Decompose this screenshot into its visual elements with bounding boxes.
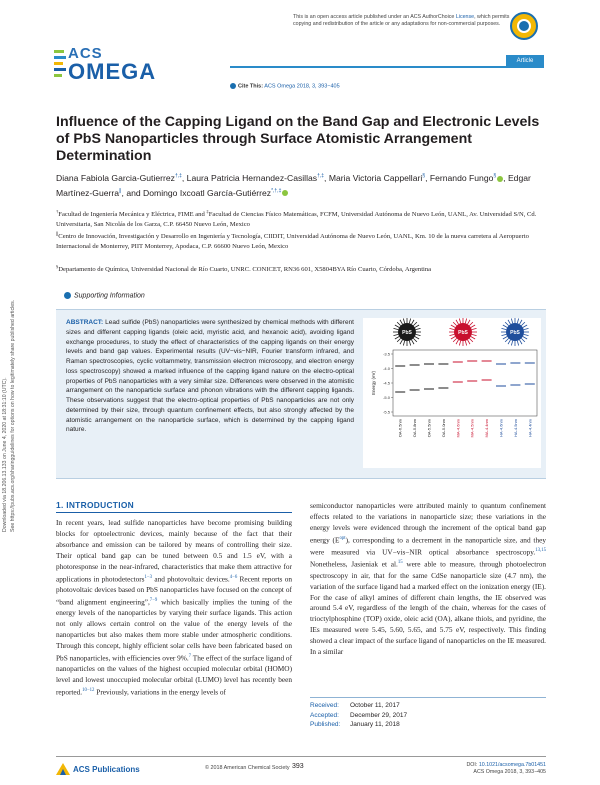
ligand-stroke [415, 337, 419, 340]
citation-ref[interactable]: 7 [188, 653, 192, 659]
citation-ref[interactable]: 4−6 [229, 574, 238, 580]
affiliation-1: †Facultad de Ingeniería Mecánica y Eléctrica, FIME and ‡Facultad de Ciencias Físico Matemáticas, FCFM, Universidad Autónoma de Nuevo León, UANL, Av. Universidad S/N, Cd. Universitaria, San Nicolás de los Garza, C.P. 66450 Nuevo León, Mexico [56, 209, 537, 228]
x-tick-label: HA-4.5nm [512, 419, 518, 438]
x-tick-label: OA-5.5nm [426, 419, 432, 438]
open-access-badge-icon [510, 12, 538, 40]
y-tick-label: -5.0 [383, 395, 390, 400]
author-name: Diana Fabiola Garcia-Gutierrez [56, 172, 175, 183]
ligand-stroke [453, 338, 457, 342]
ligand-stroke [523, 325, 527, 328]
ligand-stroke [520, 340, 523, 344]
citation-ref[interactable]: 10−12 [82, 687, 95, 693]
citation-ref[interactable]: 7−9 [149, 597, 158, 603]
ligand-stroke [524, 334, 529, 335]
doi-link[interactable]: 10.1021/acsomega.7b01451 [478, 762, 546, 768]
orcid-icon[interactable] [282, 190, 288, 196]
ligand-stroke [517, 341, 518, 346]
ligand-stroke [524, 328, 529, 329]
cite-line [230, 83, 340, 89]
ligand-stroke [459, 318, 460, 323]
article-type-tag: Article [506, 55, 544, 66]
affiliation-3: §Departamento de Química, Universidad Nacional de Río Cuarto, UNRC. CONICET, RN36 601, X5804BYA Río Cuarto, Córdoba, Argentina [56, 264, 432, 274]
cite-icon [230, 83, 236, 89]
ligand-stroke [508, 320, 511, 324]
x-tick-label: HA-4.4nm [527, 419, 533, 438]
ligand-stroke [395, 325, 399, 328]
date-row: Published: January 11, 2018 [310, 721, 400, 729]
citation-ref[interactable]: 1−3 [144, 574, 153, 580]
section-heading-introduction: 1. INTRODUCTION [56, 500, 135, 510]
ligand-stroke [517, 318, 518, 323]
author-name: Maria Victoria Cappellari [328, 172, 423, 183]
author-affiliation-mark: ∥ [119, 187, 122, 194]
ligand-stroke [465, 318, 466, 323]
x-tick-label: MA-4.5nm [469, 419, 475, 438]
publisher-name: ACS Publications [73, 764, 140, 774]
supporting-info-icon [64, 292, 71, 299]
page-number: 393 [292, 763, 304, 770]
date-row: Received: October 11, 2017 [310, 702, 400, 709]
intro-left-column: In recent years, lead sulfide nanoparticles have become promising building blocks for optoelectronic devices, mainly because of the fact that their absorbance and emission can be tailored by means of controlling their size. Their optical band gap can be tuned between 0.5 and 1.5 eV, with a photoresponse in the near-infrared, characteristics that make them attractive for applications in photodetectors$^{1-3}$ and photovoltaic devices.$^{4-6}$ Recent reports on photovoltaic devices based on PbS nanoparticles have focused on the concept of “band alignment engineering”,$^{7-9}$ which basically implies the tuning of the energy levels of the nanoparticles by varying their surface ligands. This action not only allows certain control on the value of the energy levels of the nanoparticles but also makes them more stable under atmospheric conditions. Through this concept, highly efficient solar cells have been fabricated based on PbS nanoparticles, with efficiencies over 9%.$^7$ The effect of the surface ligand of nanoparticles on the values of the highest occupied molecular orbital (HOMO) level and lowest unoccupied molecular orbital (LUMO) level has recently been reported.$^{10-12}$ Previously, variations in the energy levels of [56, 518, 293, 697]
ligand-stroke [505, 322, 509, 326]
header-rule [230, 66, 544, 68]
ligand-stroke [451, 337, 455, 340]
toc-graphic [363, 318, 541, 468]
ligand-stroke [416, 328, 421, 329]
open-access-note: This is an open access article published under an ACS AuthorChoice License, which permits copying and redistribution of the article or any adaptations for non-commercial purposes. [293, 14, 510, 28]
date-row: Accepted: December 29, 2017 [310, 711, 408, 719]
author-name: and Domingo Ixcoatl García-Gutiérrez [126, 187, 272, 198]
ligand-stroke [503, 337, 507, 340]
ligand-stroke [468, 320, 471, 324]
citation-ref[interactable]: 13,15 [535, 548, 546, 554]
download-note [2, 232, 22, 532]
ligand-stroke [416, 334, 421, 335]
acs-publications-logo [56, 763, 140, 775]
supporting-information-link[interactable]: Supporting Information [64, 292, 145, 299]
ligand-stroke [459, 341, 460, 346]
abstract-label: ABSTRACT: [66, 319, 104, 326]
x-tick-label: OA-6.5nm [397, 419, 403, 438]
y-tick-label: -5.5 [383, 409, 390, 415]
doi-block: DOI: 10.1021/acsomega.7b01451 ACS Omega 2018, 3, 393−405 [440, 762, 546, 776]
ligand-stroke [412, 340, 415, 344]
ligand-stroke [471, 337, 475, 340]
ligand-stroke [471, 325, 475, 328]
nanoparticle-label: PbS [458, 330, 468, 336]
ligand-stroke [472, 328, 477, 329]
ligand-stroke [409, 318, 410, 323]
author-affiliation-mark: †,‡ [174, 173, 182, 179]
ligand-stroke [395, 337, 399, 340]
journal-ref: ACS Omega 2018, 3, 393−405 [473, 769, 546, 775]
ligand-stroke [413, 322, 417, 326]
ligand-stroke [403, 341, 404, 346]
citation-ref[interactable]: 15 [397, 560, 403, 566]
ligand-stroke [521, 322, 525, 326]
ligand-stroke [449, 328, 454, 329]
publication-dates [310, 697, 546, 730]
ligand-stroke [393, 328, 398, 329]
article-title: Influence of the Capping Ligand on the Band Gap and Electronic Levels of PbS Nanoparticles through Surface Atomistic Arrangement Determination [56, 114, 540, 164]
ligand-stroke [453, 322, 457, 326]
ligand-stroke [468, 340, 471, 344]
ligand-stroke [523, 337, 527, 340]
ligand-stroke [400, 340, 403, 344]
author-name: Laura Patricia Hernandez-Casillas [186, 172, 318, 183]
footer-rule [56, 756, 546, 757]
intro-right-column: semiconductor nanoparticles were attributed mainly to quantum confinement effects related to the variations in nanoparticle size; these variations in the energy levels were evidenced through the increment of the optical band gap energy $(E^{opt})$, corresponding to a decrement in the nanoparticle size, and they were measured via UV−vis−NIR optical absorbance spectroscopy.$^{13,15}$ Nonetheless, Jasieniak et al.$^{15}$ were able to measure, through photoelectron spectroscopy in air, that for the same CdSe nanoparticle size (4.7 nm), the variation of the surface ligand had a marked effect on the ionization energy (IE). For the case of alkyl amines of different chain lengths, the IE observed was around 5.4 eV, regardless of the length of the chain, whereas for the cases of trioctylphosphine (TOP) oxide, oleic acid (OA), alkane thiols, and pyridine, the IEs measured were 5.45, 5.60, 5.65, and 5.75 eV, respectively. This finding showed a clear impact of the surface ligand of nanoparticles on the IE measured. In a similar [310, 501, 546, 657]
journal-name-top: ACS [68, 45, 103, 62]
ligand-stroke [472, 334, 477, 335]
ligand-stroke [451, 325, 455, 328]
citation-ref[interactable]: opt [339, 535, 346, 541]
ligand-stroke [465, 341, 466, 346]
download-note-line-2[interactable]: See https://pubs.acs.org/sharingguidelines for options on how to legitimately share published articles. [9, 299, 16, 532]
y-tick-label: -3.5 [383, 351, 390, 357]
ligand-stroke [412, 320, 415, 324]
ligand-stroke [413, 338, 417, 342]
ligand-stroke [520, 320, 523, 324]
ligand-stroke [449, 334, 454, 335]
download-note-line-1: Downloaded via 18.206.13.133 on June 4, 2020 at 18:31:10 (UTC). [2, 377, 8, 532]
license-link[interactable]: License [455, 14, 475, 20]
ligand-stroke [409, 341, 410, 346]
ligand-stroke [397, 322, 401, 326]
author-list: Diana Fabiola Garcia-Gutierrez†,‡, Laura Patricia Hernandez-Casillas†,‡, Maria Victoria Cappellari§, Fernando Fungo§ , Edgar Martínez-Guerra∥, and Domingo Ixcoatl García-Gutiérrez*,†,‡ [56, 172, 531, 198]
ligand-stroke [403, 318, 404, 323]
cite-reference-link[interactable]: ACS Omega 2018, 3, 393−405 [264, 83, 340, 90]
ligand-stroke [469, 338, 473, 342]
ligand-stroke [501, 328, 506, 329]
author-affiliation-mark: *,†,‡ [271, 187, 282, 194]
ligand-stroke [511, 318, 512, 323]
y-axis-label: Energy (eV) [371, 370, 376, 396]
journal-logo [68, 46, 198, 90]
author-name: Edgar Martínez-Guerra [56, 172, 531, 198]
author-name: Fernando Fungo [429, 172, 494, 183]
abstract-body: Lead sulfide (PbS) nanoparticles were synthesized by chemical methods with different sizes and different capping ligands (oleic acid, myristic acid, and hexanoic acid), avoiding ligand exchange procedures, to study the effect of characteristics of the capping ligands on their energy levels and band gap values. Experimental results (UV−vis−NIR, Fourier transform infrared, and Raman spectroscopies, cyclic voltammetry, transmission electron microscopy, and electron energy loss spectroscopy) showed a marked influence of the capping ligand nature on the electro-optical properties of PbS nanoparticles with a very similar size. Differences were observed in the atomistic arrangement on the nanoparticle surface and phonon vibrations with the different capping ligands. These observations suggest that the electro-optical properties of PbS nanoparticles are not only determined by their size, through quantum confinement effects, but also strongly affected by the atomistic arrangement on the nanoparticle surface, which is determined by the capping ligand nature. [66, 319, 354, 434]
orcid-icon[interactable] [497, 176, 503, 182]
nanoparticle-label: PbS [510, 330, 520, 336]
affiliation-2: ∥Centro de Innovación, Investigación y Desarrollo en Ingeniería y Tecnología, CIIDIT, Universidad Autónoma de Nuevo León, UANL, Km. 10 de la nueva carretera al Aeropuerto Internacional de Monterrey, PIIT Monterrey, Apodaca, C.P. 66600 Nuevo León, Mexico [56, 231, 529, 250]
ligand-stroke [456, 320, 459, 324]
ligand-stroke [508, 340, 511, 344]
x-tick-label: OA-5.8nm [412, 419, 418, 438]
copyright: © 2018 American Chemical Society [205, 765, 290, 771]
ligand-stroke [393, 334, 398, 335]
author-affiliation-mark: § [422, 173, 426, 179]
ligand-stroke [505, 338, 509, 342]
x-tick-label: HA-4.6nm [498, 419, 504, 438]
x-tick-label: MA-4.6nm [455, 419, 461, 438]
x-tick-label: OA-5.0nm [440, 419, 446, 438]
ligand-stroke [511, 341, 512, 346]
author-affiliation-mark: § [493, 173, 497, 179]
section-rule [56, 512, 292, 513]
journal-name-bottom: OMEGA [68, 59, 157, 84]
ligand-stroke [400, 320, 403, 324]
ligand-stroke [456, 340, 459, 344]
x-tick-label: MA-4.4nm [484, 419, 490, 438]
ligand-stroke [469, 322, 473, 326]
acs-publications-icon [56, 763, 70, 775]
ligand-stroke [415, 325, 419, 328]
cite-label: Cite This: [238, 83, 264, 90]
plot-frame [393, 350, 537, 416]
ligand-stroke [503, 325, 507, 328]
acs-omega-logo-icon [54, 48, 68, 82]
ligand-stroke [501, 334, 506, 335]
ligand-stroke [397, 338, 401, 342]
ligand-stroke [521, 338, 525, 342]
y-tick-label: -4.5 [383, 380, 390, 386]
author-affiliation-mark: †,‡ [317, 173, 325, 179]
y-tick-label: -4.0 [383, 366, 390, 371]
nanoparticle-label: PbS [402, 330, 412, 336]
abstract [66, 318, 354, 435]
